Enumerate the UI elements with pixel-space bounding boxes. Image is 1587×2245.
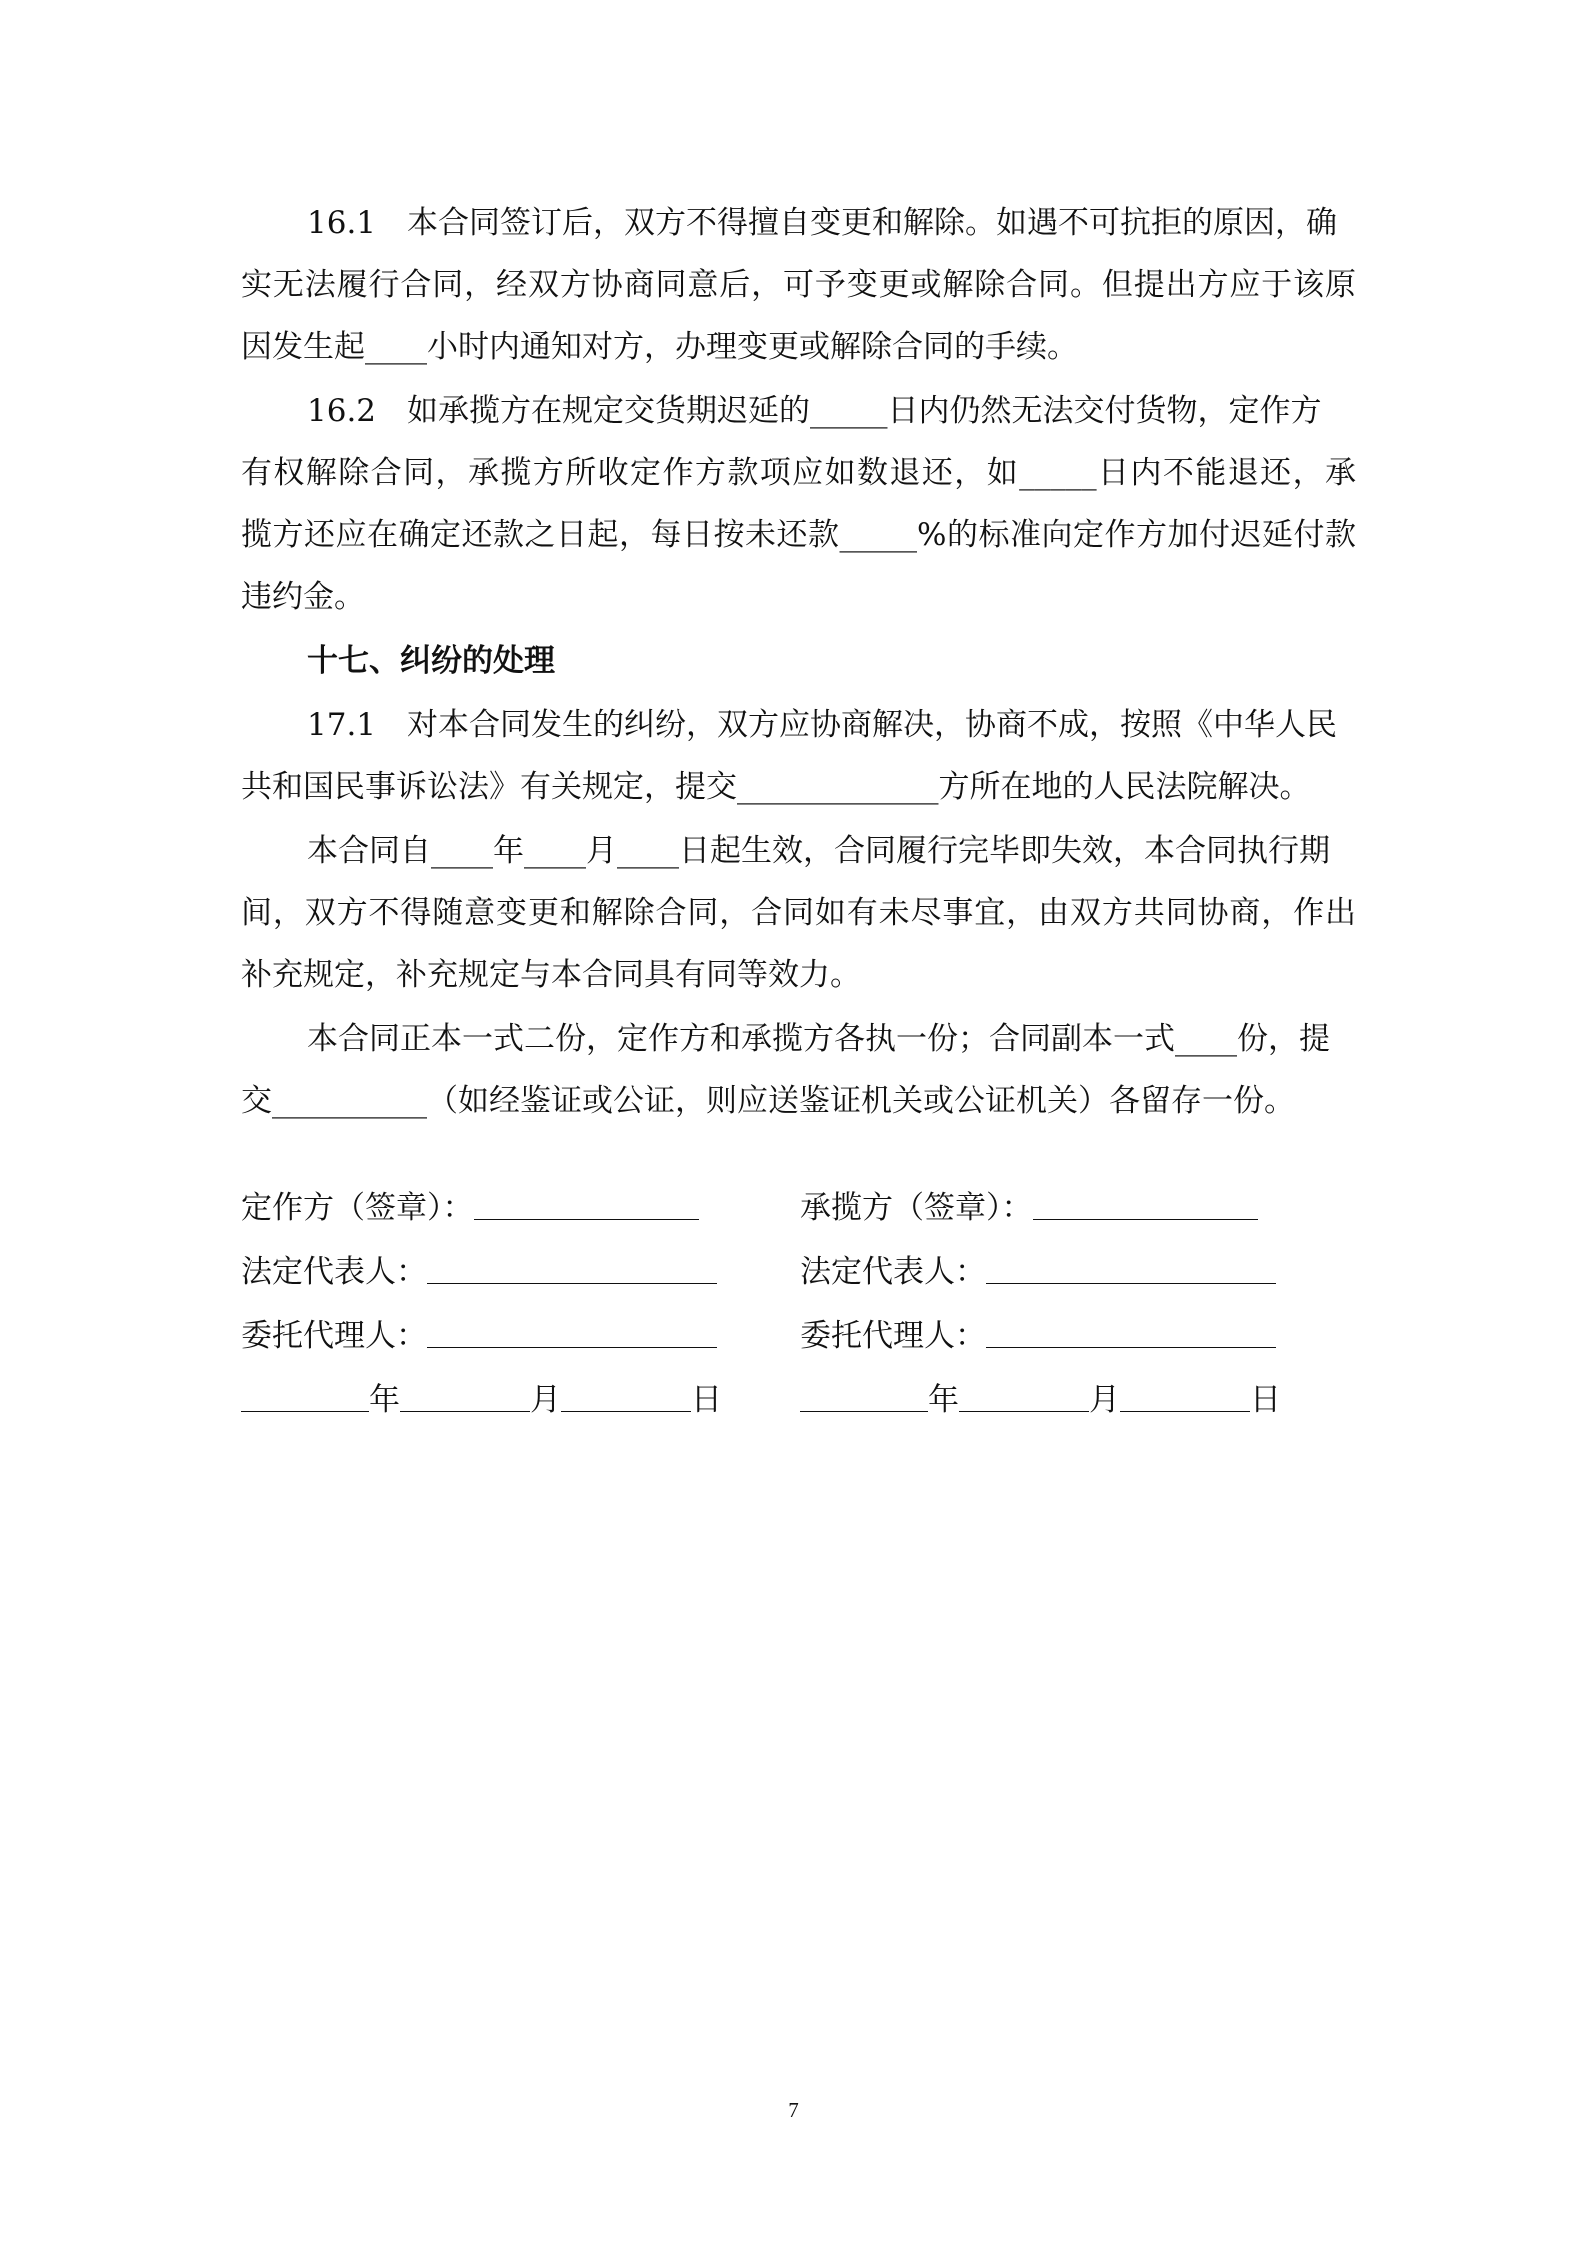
clause-16-2-line-3: 揽方还应在确定还款之日起，每日按未还款_____%的标准向定作方加付迟延付款 <box>241 517 1356 553</box>
signature-line <box>986 1317 1276 1348</box>
signature-line <box>1033 1189 1258 1220</box>
effective-paragraph-line-3: 补充规定，补充规定与本合同具有同等效力。 <box>241 957 861 993</box>
clause-number: 16.2 <box>307 393 377 429</box>
signature-line <box>986 1253 1276 1284</box>
clause-16-1-line-1 <box>241 198 1356 248</box>
month-blank <box>959 1381 1089 1412</box>
clause-16-1-line-3: 因发生起____小时内通知对方，办理变更或解除合同的手续。 <box>241 329 1078 365</box>
left-date <box>241 1375 722 1425</box>
left-authorized-agent <box>241 1311 717 1361</box>
page-number: 7 <box>788 2098 799 2122</box>
section-heading: 十七、纠纷的处理 <box>307 643 555 679</box>
clause-17-1-line-2: 共和国民事诉讼法》有关规定，提交_____________方所在地的人民法院解决。 <box>241 769 1311 805</box>
party-label: 定作方（签章）： <box>241 1190 474 1226</box>
effective-paragraph-line-2: 间，双方不得随意变更和解除合同，合同如有未尽事宜，由双方共同协商，作出 <box>241 895 1356 931</box>
clause-text: 本合同签订后，双方不得擅自变更和解除。如遇不可抗拒的原因，确 <box>407 205 1337 241</box>
left-party-signature <box>241 1183 699 1233</box>
clause-text: 如承揽方在规定交货期迟延的_____日内仍然无法交付货物，定作方 <box>407 393 1322 429</box>
month-label: 月 <box>530 1382 561 1418</box>
rep-label: 法定代表人： <box>800 1254 986 1290</box>
year-label: 年 <box>369 1382 400 1418</box>
day-blank <box>1120 1381 1250 1412</box>
clause-16-1-line-2: 实无法履行合同，经双方协商同意后，可予变更或解除合同。但提出方应于该原 <box>241 267 1356 303</box>
agent-label: 委托代理人： <box>800 1318 986 1354</box>
right-date <box>800 1375 1281 1425</box>
left-legal-representative <box>241 1247 717 1297</box>
year-label: 年 <box>928 1382 959 1418</box>
signature-line <box>474 1189 699 1220</box>
effective-paragraph-line-1: 本合同自____年____月____日起生效，合同履行完毕即失效，本合同执行期 <box>307 833 1330 869</box>
right-authorized-agent <box>800 1311 1276 1361</box>
clause-number: 16.1 <box>307 205 377 241</box>
month-label: 月 <box>1089 1382 1120 1418</box>
clause-16-2-line-2: 有权解除合同，承揽方所收定作方款项应如数退还，如_____日内不能退还，承 <box>241 455 1356 491</box>
clause-text: 对本合同发生的纠纷，双方应协商解决，协商不成，按照《中华人民 <box>407 707 1337 743</box>
year-blank <box>800 1381 928 1412</box>
signature-line <box>427 1317 717 1348</box>
day-label: 日 <box>691 1382 722 1418</box>
year-blank <box>241 1381 369 1412</box>
copies-paragraph-line-2: 交__________（如经鉴证或公证，则应送鉴证机关或公证机关）各留存一份。 <box>241 1083 1295 1119</box>
copies-paragraph-line-1: 本合同正本一式二份，定作方和承揽方各执一份；合同副本一式____份，提 <box>307 1021 1330 1057</box>
party-label: 承揽方（签章）： <box>800 1190 1033 1226</box>
clause-16-2-line-4: 违约金。 <box>241 579 365 615</box>
right-party-signature <box>800 1183 1258 1233</box>
clause-17-1-line-1 <box>241 700 1356 750</box>
month-blank <box>400 1381 530 1412</box>
clause-16-2-line-1 <box>241 386 1356 436</box>
right-legal-representative <box>800 1247 1276 1297</box>
day-blank <box>561 1381 691 1412</box>
agent-label: 委托代理人： <box>241 1318 427 1354</box>
clause-number: 17.1 <box>307 707 377 743</box>
day-label: 日 <box>1250 1382 1281 1418</box>
rep-label: 法定代表人： <box>241 1254 427 1290</box>
signature-line <box>427 1253 717 1284</box>
